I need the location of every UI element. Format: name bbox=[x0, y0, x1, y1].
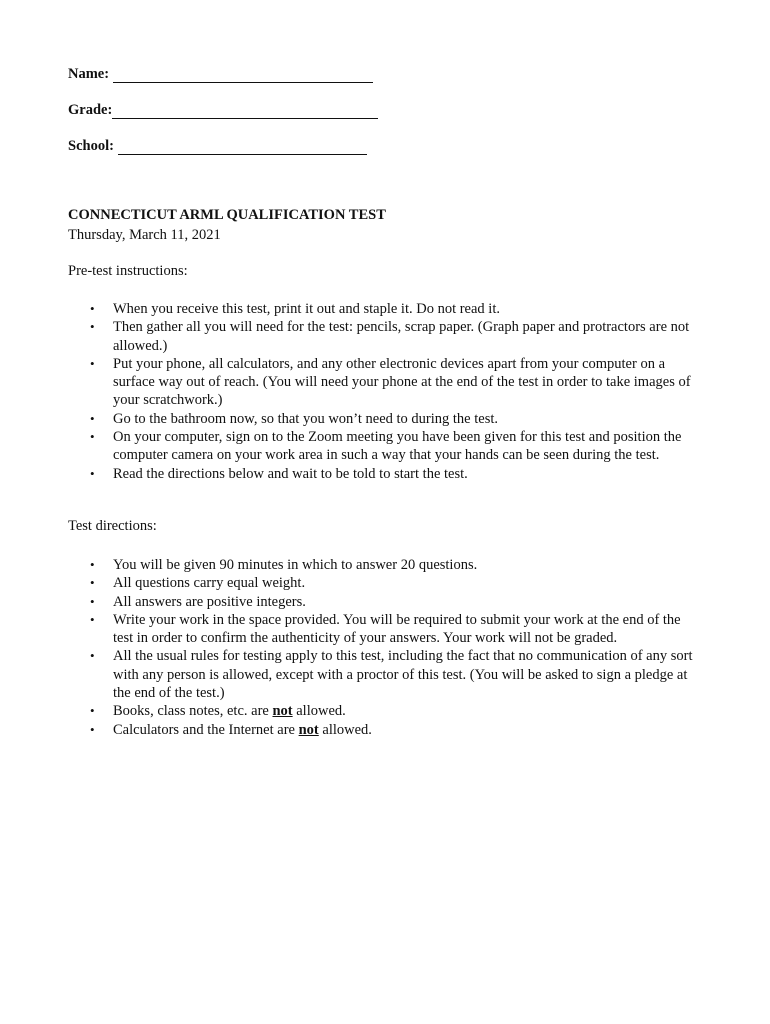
bullet-icon: • bbox=[90, 301, 95, 316]
grade-label: Grade: bbox=[68, 102, 113, 118]
pretest-list bbox=[68, 300, 698, 483]
bullet-icon: • bbox=[90, 703, 95, 719]
books-not-emphasis: not bbox=[272, 703, 293, 720]
list-item-text: Write your work in the space provided. You will be required to submit your work at the end of the test in order to confirm the authenticity of your answers. Your work will not be graded. bbox=[113, 611, 681, 647]
list-item bbox=[68, 611, 698, 648]
books-text-after: allowed. bbox=[292, 703, 346, 720]
grade-field bbox=[68, 102, 378, 119]
school-blank-line bbox=[118, 140, 367, 155]
list-item-text: All answers are positive integers. bbox=[113, 593, 306, 610]
bullet-icon: • bbox=[90, 465, 95, 481]
bullet-icon: • bbox=[90, 721, 95, 737]
list-item bbox=[68, 702, 698, 720]
list-item bbox=[68, 428, 698, 465]
name-field bbox=[68, 66, 373, 83]
books-text-before: Books, class notes, etc. are bbox=[113, 703, 273, 720]
bullet-icon: • bbox=[90, 410, 95, 426]
list-item-text: All the usual rules for testing apply to this test, including the fact that no communication of any sort with any person is allowed, except with a proctor of this test. (You will be asked to sign a pledge at the end of the test.) bbox=[113, 648, 693, 702]
bullet-icon: • bbox=[90, 611, 95, 627]
name-label: Name: bbox=[68, 66, 110, 82]
list-item-text: Read the directions below and wait to be told to start the test. bbox=[113, 465, 468, 482]
list-item bbox=[68, 556, 698, 574]
test-directions-list bbox=[68, 556, 698, 739]
bullet-icon: • bbox=[90, 593, 95, 609]
name-blank-line bbox=[113, 68, 373, 83]
list-item-text: All questions carry equal weight. bbox=[113, 575, 306, 592]
grade-blank-line bbox=[112, 104, 378, 119]
bullet-icon: • bbox=[90, 355, 95, 371]
list-item bbox=[68, 465, 698, 483]
school-field bbox=[68, 138, 367, 155]
list-item bbox=[68, 721, 698, 739]
list-item-text: You will be given 90 minutes in which to answer 20 questions. bbox=[113, 557, 478, 573]
list-item-text: When you receive this test, print it out and staple it. Do not read it. bbox=[113, 301, 500, 317]
pretest-heading: Pre-test instructions: bbox=[68, 263, 188, 279]
test-directions-heading: Test directions: bbox=[68, 518, 157, 534]
document-title: CONNECTICUT ARML QUALIFICATION TEST bbox=[68, 207, 386, 223]
list-item bbox=[68, 647, 698, 702]
list-item-text: On your computer, sign on to the Zoom meeting you have been given for this test and position the computer camera on your work area in such a way that your hands can be seen during the test. bbox=[113, 429, 682, 464]
list-item-text: Then gather all you will need for the test: pencils, scrap paper. (Graph paper and protractors are not allowed.) bbox=[113, 319, 690, 354]
calculators-text-before: Calculators and the Internet are bbox=[113, 721, 299, 738]
calculators-not-emphasis: not bbox=[298, 721, 319, 738]
bullet-icon: • bbox=[90, 648, 95, 664]
list-item bbox=[68, 574, 698, 592]
list-item bbox=[68, 593, 698, 611]
bullet-icon: • bbox=[90, 319, 95, 335]
list-item bbox=[68, 300, 698, 318]
school-label: School: bbox=[68, 138, 114, 154]
calculators-text-after: allowed. bbox=[318, 721, 372, 738]
list-item bbox=[68, 318, 698, 355]
bullet-icon: • bbox=[90, 575, 95, 591]
document-date: Thursday, March 11, 2021 bbox=[68, 227, 221, 243]
list-item-text: Put your phone, all calculators, and any other electronic devices apart from your computer on a surface way out of reach. (You will need your phone at the end of the test in order to take images of your scratchwork.) bbox=[113, 355, 691, 409]
bullet-icon: • bbox=[90, 557, 95, 572]
bullet-icon: • bbox=[90, 429, 95, 445]
list-item-text: Go to the bathroom now, so that you won’t need to during the test. bbox=[113, 410, 499, 427]
list-item bbox=[68, 355, 698, 410]
list-item bbox=[68, 410, 698, 428]
